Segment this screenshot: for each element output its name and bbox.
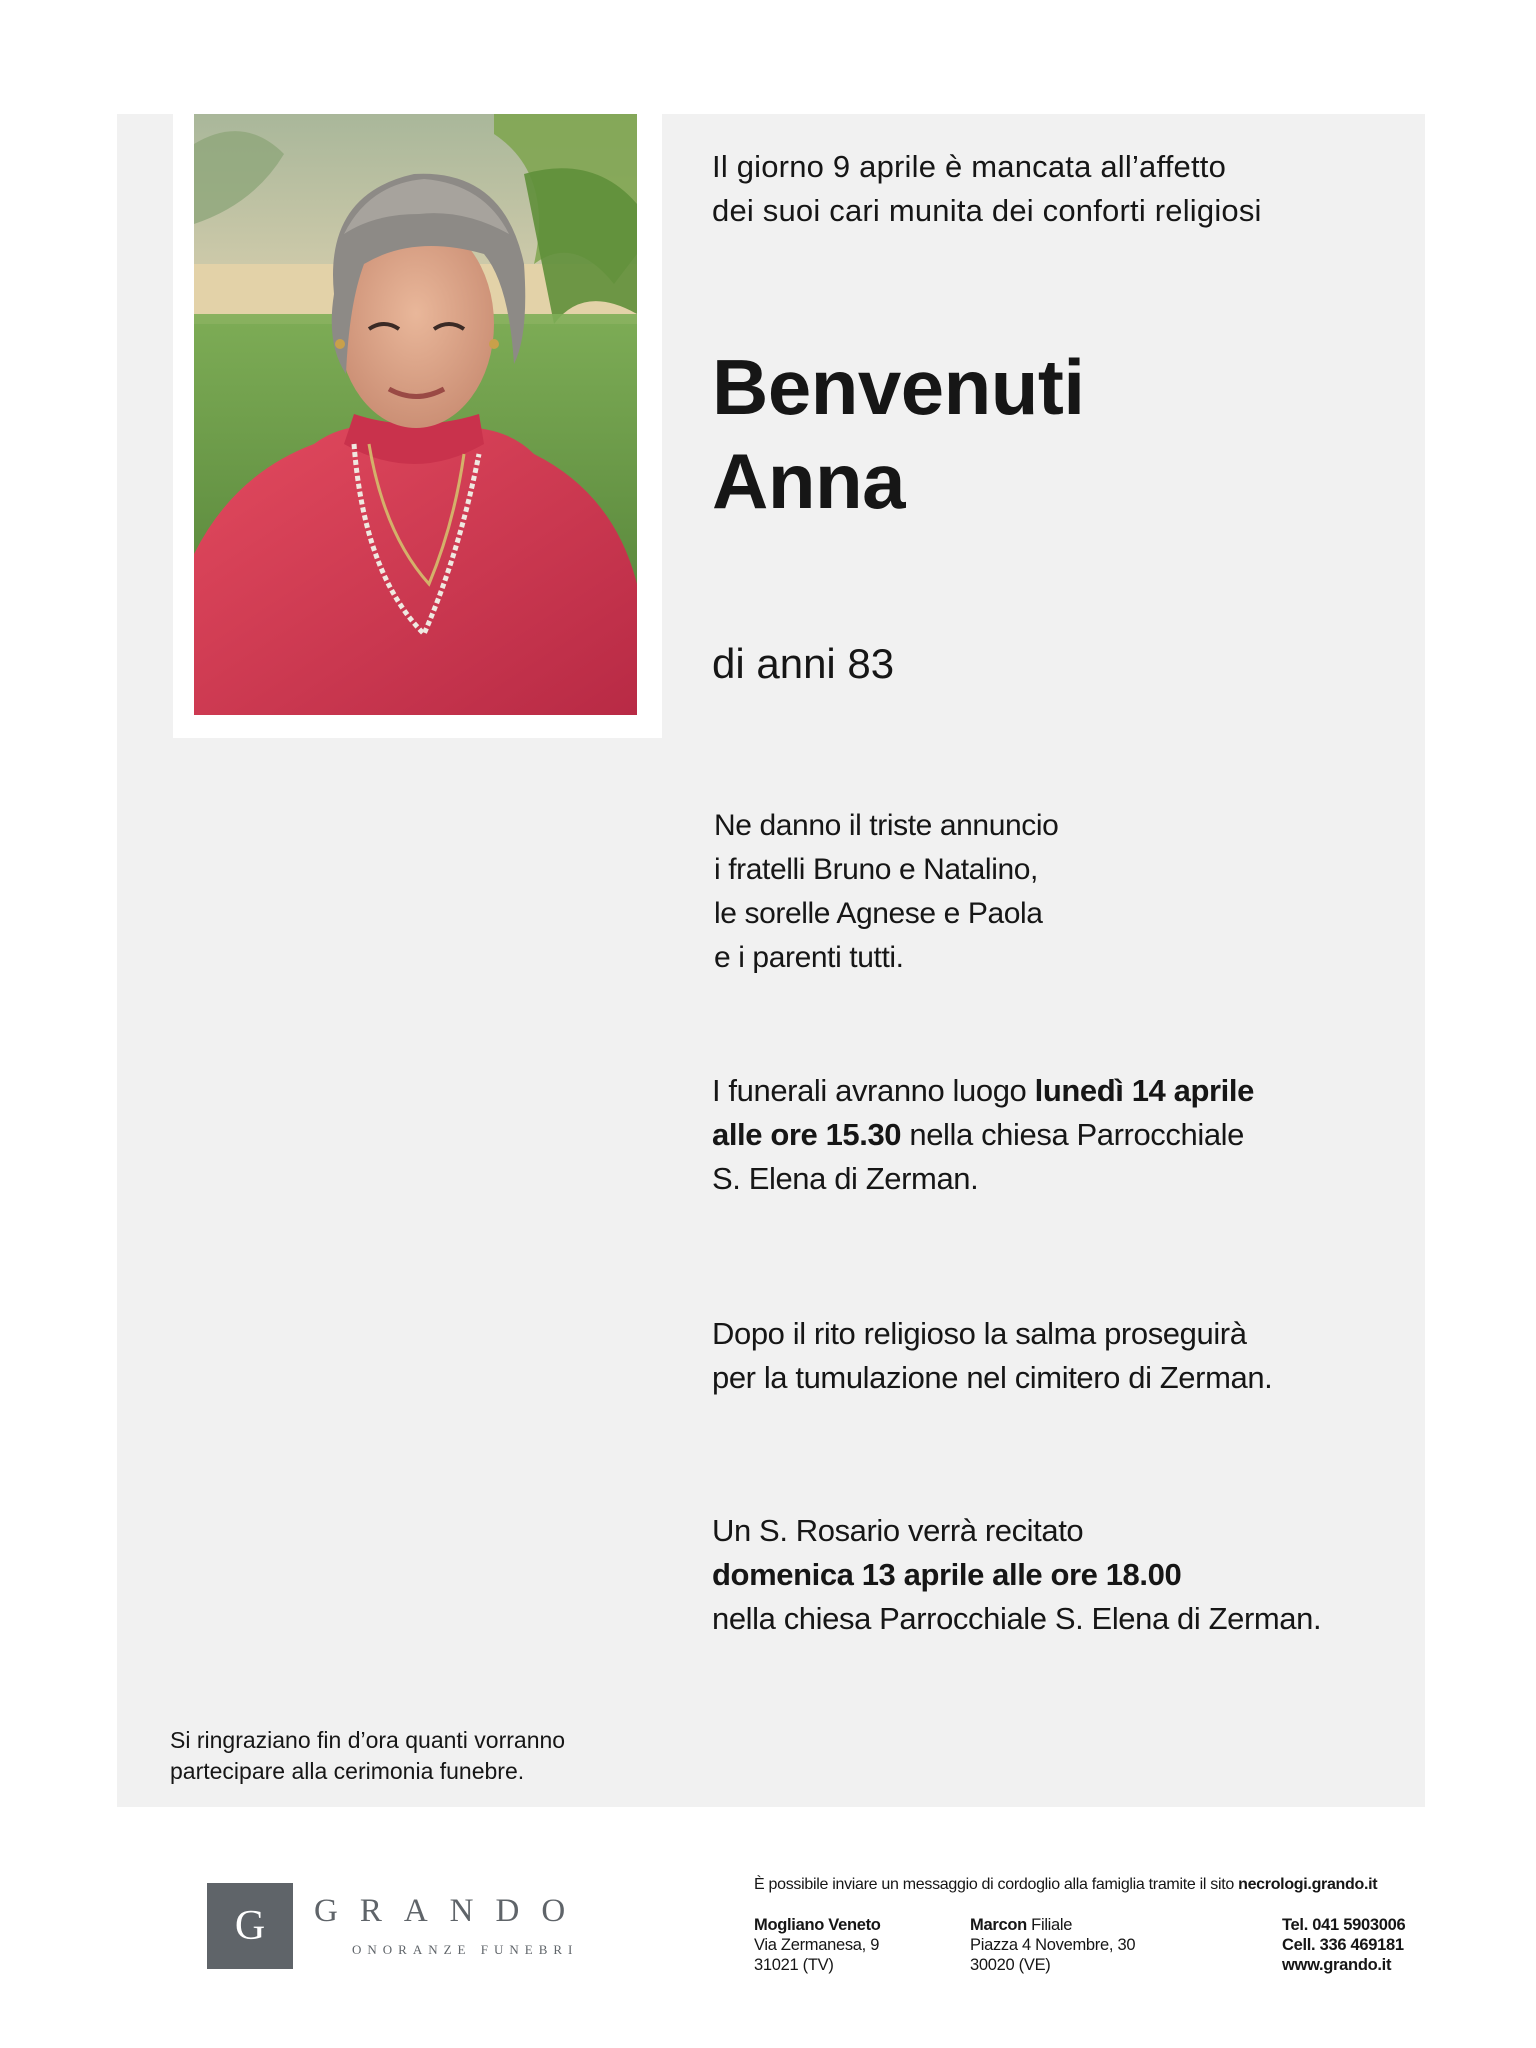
deceased-surname: Benvenuti bbox=[712, 343, 1085, 431]
funeral-line bbox=[712, 1069, 1392, 1113]
announcement-line: Ne danno il triste annuncio bbox=[714, 809, 1059, 842]
funeral-text: nella chiesa Parrocchiale bbox=[901, 1117, 1245, 1152]
announcement-line: i fratelli Bruno e Natalino, bbox=[714, 853, 1038, 886]
deceased-name bbox=[712, 340, 1352, 528]
funeral-info bbox=[712, 1069, 1392, 1201]
portrait-illustration bbox=[194, 114, 637, 715]
funeral-date: lunedì 14 aprile bbox=[1034, 1073, 1254, 1108]
condolence-note bbox=[754, 1874, 1434, 1896]
office-city: 31021 (TV) bbox=[754, 1956, 834, 1974]
portrait-photo bbox=[194, 114, 637, 715]
office-type: Filiale bbox=[1026, 1916, 1073, 1934]
rosary-datetime bbox=[712, 1553, 1392, 1597]
grando-logo-subtitle: ONORANZE FUNEBRI bbox=[352, 1942, 579, 1957]
address-mogliano bbox=[754, 1915, 881, 1975]
announcement-line: e i parenti tutti. bbox=[714, 941, 904, 974]
office-street: Via Zermanesa, 9 bbox=[754, 1936, 880, 1954]
address-marcon bbox=[970, 1915, 1135, 1975]
announcement bbox=[714, 804, 1354, 980]
phone-number[interactable]: Tel. 041 5903006 bbox=[1282, 1916, 1406, 1934]
office-name: Marcon bbox=[970, 1916, 1027, 1934]
intro-text bbox=[712, 145, 1352, 233]
burial-line: Dopo il rito religioso la salma proseguirà bbox=[712, 1316, 1247, 1351]
intro-line: dei suoi cari munita dei conforti religiosi bbox=[712, 193, 1262, 228]
contacts bbox=[1282, 1915, 1405, 1975]
grando-logo-mark: G bbox=[207, 1883, 293, 1969]
website-link[interactable]: www.grando.it bbox=[1282, 1956, 1392, 1974]
office-street: Piazza 4 Novembre, 30 bbox=[970, 1936, 1136, 1954]
office-city: 30020 (VE) bbox=[970, 1956, 1051, 1974]
funeral-text: I funerali avranno luogo bbox=[712, 1073, 1035, 1108]
grando-logo-name: GRANDO bbox=[314, 1893, 588, 1929]
intro-line: Il giorno 9 aprile è mancata all’affetto bbox=[712, 149, 1227, 184]
office-name: Mogliano Veneto bbox=[754, 1916, 881, 1934]
mobile-number[interactable]: Cell. 336 469181 bbox=[1282, 1936, 1404, 1954]
funeral-time: alle ore 15.30 bbox=[712, 1117, 902, 1152]
deceased-age: di anni 83 bbox=[712, 640, 895, 687]
announcement-line: le sorelle Agnese e Paola bbox=[714, 897, 1043, 930]
condolence-site-link[interactable]: necrologi.grando.it bbox=[1238, 1876, 1378, 1893]
rosary-date: domenica 13 aprile alle ore 18.00 bbox=[712, 1557, 1182, 1592]
thanks-note bbox=[170, 1725, 650, 1787]
condolence-text: È possibile inviare un messaggio di cordoglio alla famiglia tramite il sito bbox=[754, 1876, 1239, 1893]
funeral-line bbox=[712, 1113, 1392, 1157]
rosary-line: Un S. Rosario verrà recitato bbox=[712, 1513, 1084, 1548]
rosary-place: nella chiesa Parrocchiale S. Elena di Zerman. bbox=[712, 1601, 1322, 1636]
deceased-first-name: Anna bbox=[712, 437, 905, 525]
burial-line: per la tumulazione nel cimitero di Zerman. bbox=[712, 1360, 1273, 1395]
thanks-line: partecipare alla cerimonia funebre. bbox=[170, 1758, 525, 1784]
rosary-info bbox=[712, 1509, 1392, 1641]
funeral-place: S. Elena di Zerman. bbox=[712, 1161, 979, 1196]
burial-info bbox=[712, 1312, 1392, 1400]
thanks-line: Si ringraziano fin d’ora quanti vorranno bbox=[170, 1727, 566, 1753]
